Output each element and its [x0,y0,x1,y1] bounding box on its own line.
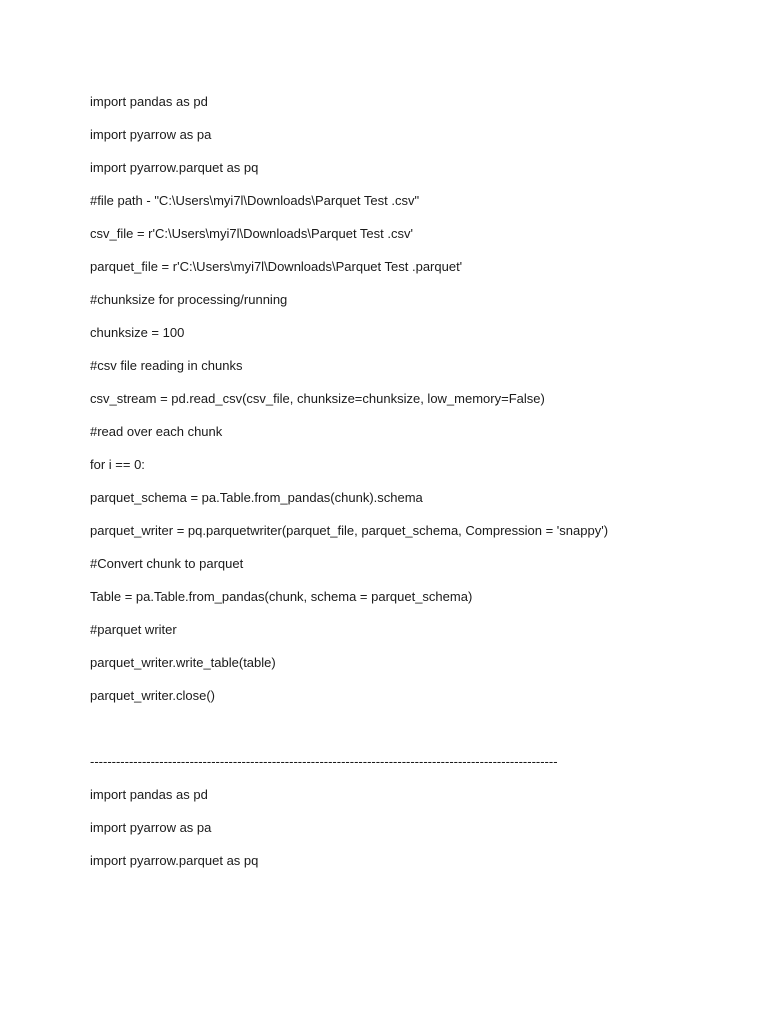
code-line: Table = pa.Table.from_pandas(chunk, schema = parquet_schema) [90,589,473,604]
comment-line: #file path - "C:\Users\myi7l\Downloads\Parquet Test .csv" [90,193,420,208]
code-line: import pandas as pd [90,787,208,802]
code-line: parquet_file = r'C:\Users\myi7l\Downloads\Parquet Test .parquet' [90,259,463,274]
code-line: import pyarrow.parquet as pq [90,160,259,175]
document-body [90,92,730,884]
comment-line: #csv file reading in chunks [90,358,243,373]
code-line: for i == 0: [90,457,145,472]
comment-line: #chunksize for processing/running [90,292,288,307]
code-line: chunksize = 100 [90,325,185,340]
code-line: csv_file = r'C:\Users\myi7l\Downloads\Parquet Test .csv' [90,226,413,241]
code-line: import pandas as pd [90,94,208,109]
comment-line: #parquet writer [90,622,177,637]
comment-line: #Convert chunk to parquet [90,556,244,571]
code-line: parquet_writer.close() [90,688,215,703]
blank-line [90,719,730,739]
code-line: import pyarrow as pa [90,127,212,142]
comment-line: #read over each chunk [90,424,223,439]
separator-line: ------------------------------------------------------------------------------------------------------------ [90,754,558,769]
code-line: import pyarrow as pa [90,820,212,835]
code-line: parquet_schema = pa.Table.from_pandas(chunk).schema [90,490,423,505]
code-line: parquet_writer.write_table(table) [90,655,276,670]
code-line: parquet_writer = pq.parquetwriter(parquet_file, parquet_schema, Compression = 'snappy') [90,523,609,538]
code-line: import pyarrow.parquet as pq [90,853,259,868]
code-line: csv_stream = pd.read_csv(csv_file, chunksize=chunksize, low_memory=False) [90,391,545,406]
